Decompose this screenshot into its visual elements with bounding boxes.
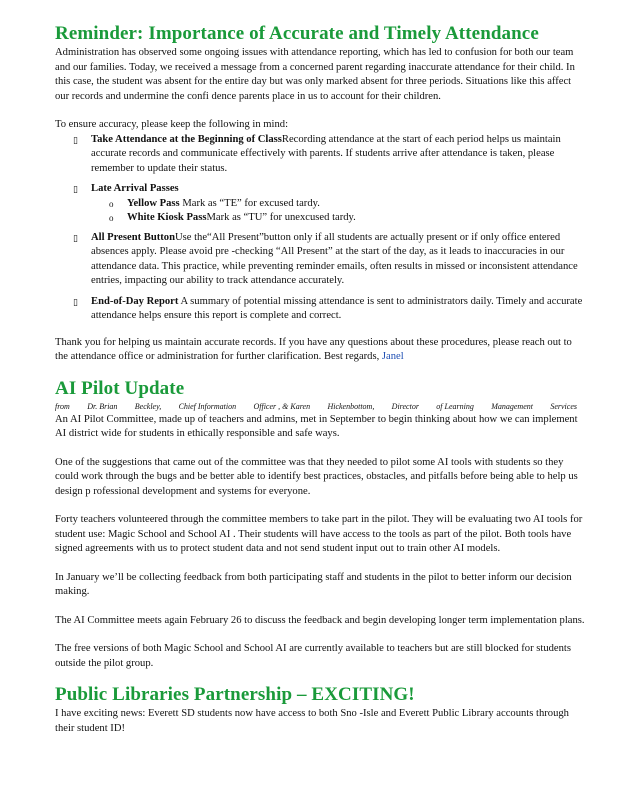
guideline-text: Use the“All Present”button only if all students are actually present or if only office entered absences apply. Please avoid pre -checking “All Present” at the start of the day, as it leads to inaccuracies in our attendance data. This practice, while preventing reminder emails, often results in missed or inconsistent attendance entries, impacting our ability to track attendance accurately. [91,231,578,286]
ai-pilot-heading: AI Pilot Update [55,377,185,399]
byline-part: from [55,401,70,411]
guideline-head: Take Attendance at the Beginning of Class [91,133,282,145]
libraries-text: I have exciting news: Everett SD students now have access to both Sno -Isle and Everett Public Library accounts through their student ID! [55,708,569,734]
byline-part: Officer , & Karen [253,401,311,411]
reminder-closing [55,336,585,365]
guideline-head: All Present Button [91,231,175,243]
newsletter-page [55,22,585,736]
guideline-take-attendance [55,133,585,177]
sub-bullet-icon: o [109,212,114,223]
ai-paragraph: Forty teachers volunteered through the committee members to take part in the pilot. They will be evaluating two AI tools for student use: Magic School and School AI . Their students will have access to the tools as part of the pilot. Both tools have signed agreements with us to protect student data and not send student input out to train other AI models. [55,514,583,554]
bullet-icon: ▯ [73,184,78,194]
guideline-head: End-of-Day Report [91,295,179,307]
byline-part: Dr. Brian [87,401,118,411]
signature-link[interactable]: Janel [381,351,404,362]
byline-part: Services [550,401,577,411]
late-pass-list [91,197,585,225]
pass-text: Mark as “TE” for excused tardy. [179,197,320,209]
pass-yellow [91,197,585,211]
byline-part: Management [491,401,533,411]
guideline-all-present [55,231,585,289]
guideline-text: Recording attendance at the start of each period helps us maintain accurate records and communicate effectively with parents. If students arrive after attendance is taken, please remember to update their status. [91,133,561,174]
reminder-lead: To ensure accuracy, please keep the following in mind: [55,119,289,130]
bullet-icon: ▯ [73,296,78,307]
pass-white-kiosk [91,211,585,225]
attendance-guidelines-list [55,133,585,324]
sub-bullet-icon: o [109,198,114,209]
ai-byline [55,401,577,413]
bullet-icon: ▯ [73,232,78,243]
pass-head: Yellow Pass [127,197,180,209]
ai-paragraph: An AI Pilot Committee, made up of teachers and admins, met in September to begin thinking about how we can implement AI district wide for students in ethically responsible and safe ways. [55,413,578,439]
byline-part: Chief Information [178,401,237,411]
pass-text: Mark as “TU” for unexcused tardy. [206,211,356,223]
ai-paragraph: The free versions of both Magic School and School AI are currently available to teachers but are still blocked for students outside the pilot group. [55,643,571,669]
ai-paragraph: In January we’ll be collecting feedback from both participating staff and students in the pilot to better inform our decision making. [55,571,572,597]
reminder-intro: Administration has observed some ongoing issues with attendance reporting, which has led to confusion for both our team and our families. Today, we received a message from a concerned parent regarding inaccurate attendance for their child. In this case, the student was absent for the entire day but was only marked absent for three periods. Situations like this affect our records and undermine the confi dence parents place in us to account for their children. [55,47,575,102]
byline-part: Beckley, [134,401,162,411]
reminder-heading: Reminder: Importance of Accurate and Timely Attendance [55,23,539,44]
ai-paragraph: The AI Committee meets again February 26 to discuss the feedback and begin developing longer term implementation plans. [55,614,585,626]
byline-part: Hickenbottom, [327,401,375,411]
pass-head: White Kiosk Pass [127,211,207,223]
byline-part: Director [391,401,419,411]
guideline-late-arrival [55,182,585,225]
byline-part: of Learning [436,401,474,411]
ai-paragraph: One of the suggestions that came out of the committee was that they needed to pilot some AI tools with students so they could work through the bugs and be better able to identify best practices, obstacles, and pitfalls before being able to help us design p rofessional development and systems for everyone. [55,456,578,497]
guideline-text: A summary of potential missing attendance is sent to administrators daily. Timely and accurate attendance helps ensure this report is complete and correct. [91,295,583,321]
guideline-head: Late Arrival Passes [91,183,179,194]
bullet-icon: ▯ [73,134,78,145]
closing-text: Thank you for helping us maintain accurate records. If you have any questions about these procedures, please reach out to the attendance office or administration for further clarification. Best regards, [55,336,572,362]
libraries-heading: Public Libraries Partnership – EXCITING! [55,684,415,705]
guideline-end-of-day [55,295,585,324]
